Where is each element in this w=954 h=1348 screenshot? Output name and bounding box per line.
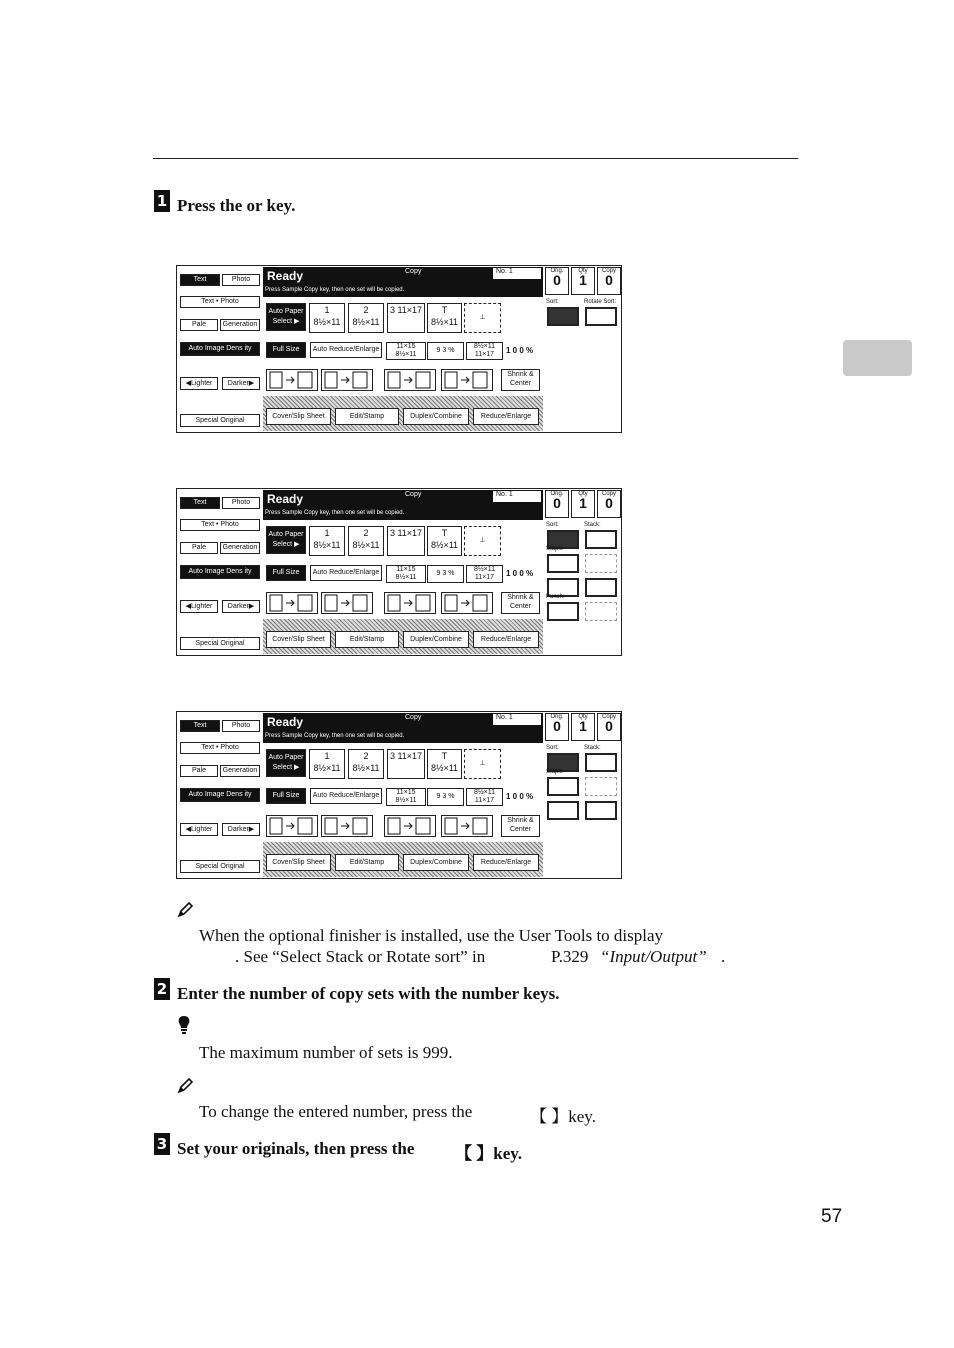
original-orientation-button-1 bbox=[266, 592, 318, 614]
ratio-2-button: 9 3 % bbox=[427, 565, 464, 583]
finisher-option-4 bbox=[585, 777, 617, 796]
job-number: No. 1 bbox=[493, 268, 541, 279]
ratio-2-button: 9 3 % bbox=[427, 342, 464, 360]
chapter-tab bbox=[843, 340, 912, 376]
finisher-option-1 bbox=[547, 307, 579, 326]
limitation-text: The maximum number of sets is 999. bbox=[199, 1043, 453, 1062]
darker-button: Darker▶ bbox=[222, 377, 260, 390]
auto-density-button: Auto Image Dens ity bbox=[180, 788, 260, 802]
tray-1-button: 1 8½×11 bbox=[309, 303, 345, 333]
darker-button: Darker▶ bbox=[222, 823, 260, 836]
finisher-option-2 bbox=[585, 753, 617, 772]
pale-mode-button: Pale bbox=[180, 765, 218, 777]
edit-stamp-tab: Edit/Stamp bbox=[335, 631, 399, 648]
tray-3-button: 3 11×17 bbox=[387, 526, 425, 556]
ready-status: Ready bbox=[267, 492, 304, 506]
copier-panel-1 bbox=[176, 265, 622, 433]
copy-counter bbox=[597, 490, 621, 518]
photo-mode-button: Photo bbox=[222, 720, 260, 732]
punch-label: Punch: bbox=[546, 594, 565, 600]
status-message: Press Sample Copy key, then one set will be copied. bbox=[265, 733, 405, 739]
status-message: Press Sample Copy key, then one set will be copied. bbox=[265, 510, 405, 516]
shrink-center-button: Shrink & Center bbox=[501, 369, 540, 391]
note-1-section-ref: “Input/Output” bbox=[600, 947, 707, 966]
finisher-label-2: Stack: bbox=[584, 745, 601, 751]
sort-label: Sort: bbox=[546, 745, 559, 751]
original-orientation-button-3 bbox=[384, 815, 436, 837]
quantity-counter-value: 1 bbox=[579, 718, 587, 734]
copy-counter bbox=[597, 267, 621, 295]
note-1-line-1: When the optional finisher is installed, use the User Tools to display bbox=[199, 926, 664, 945]
percent-display: 1 0 0 % bbox=[506, 346, 534, 355]
staple-label: Staple bbox=[546, 546, 564, 552]
cover-slip-sheet-tab: Cover/Slip Sheet bbox=[266, 631, 331, 648]
auto-density-button: Auto Image Dens ity bbox=[180, 342, 260, 356]
copy-label: Copy bbox=[405, 491, 422, 498]
copy-counter-value: 0 bbox=[605, 272, 613, 288]
step-3-key: 【 】key. bbox=[455, 1144, 523, 1163]
copy-counter bbox=[597, 713, 621, 741]
original-orientation-button-3 bbox=[384, 369, 436, 391]
original-orientation-button-4 bbox=[441, 369, 493, 391]
step-3-number: 3 bbox=[154, 1133, 170, 1155]
original-counter bbox=[545, 713, 569, 741]
original-orientation-button-4 bbox=[441, 592, 493, 614]
duplex-combine-tab: Duplex/Combine bbox=[403, 408, 469, 425]
special-original-button: Special Original bbox=[180, 414, 260, 427]
finisher-option-6 bbox=[585, 578, 617, 597]
copy-label: Copy bbox=[405, 714, 422, 721]
tray-2-button: 2 8½×11 bbox=[348, 303, 384, 333]
lighter-button: ◀Lighter bbox=[180, 823, 218, 836]
quantity-counter-value: 1 bbox=[579, 495, 587, 511]
original-counter-label: Orig. bbox=[550, 491, 564, 497]
auto-reduce-enlarge-button: Auto Reduce/Enlarge bbox=[310, 565, 382, 581]
tray-1-button: 1 8½×11 bbox=[309, 749, 345, 779]
photo-mode-button: Photo bbox=[222, 274, 260, 286]
note-1-period: . bbox=[721, 947, 726, 966]
special-original-button: Special Original bbox=[180, 637, 260, 650]
darker-button: Darker▶ bbox=[222, 600, 260, 613]
generation-mode-button: Generation bbox=[220, 319, 260, 331]
original-orientation-button-2 bbox=[321, 592, 373, 614]
auto-reduce-enlarge-button: Auto Reduce/Enlarge bbox=[310, 788, 382, 804]
limitation-bulb-icon bbox=[177, 1015, 191, 1035]
auto-paper-select-button: Auto Paper Select ▶ bbox=[266, 749, 306, 777]
reduce-enlarge-tab: Reduce/Enlarge bbox=[473, 408, 539, 425]
finisher-label-2: Stack: bbox=[584, 522, 601, 528]
shrink-center-button: Shrink & Center bbox=[501, 592, 540, 614]
note-2-key: 【 】key. bbox=[530, 1107, 596, 1126]
ratio-2-button: 9 3 % bbox=[427, 788, 464, 806]
finisher-option-6 bbox=[585, 801, 617, 820]
step-3-text: Set your originals, then press the bbox=[177, 1139, 415, 1158]
shrink-center-button: Shrink & Center bbox=[501, 815, 540, 837]
note-pencil-icon-2 bbox=[176, 1077, 194, 1095]
generation-mode-button: Generation bbox=[220, 765, 260, 777]
finisher-label-2: Rotate Sort: bbox=[584, 299, 617, 305]
step-1-text: Press the or key. bbox=[177, 196, 296, 215]
quantity-counter-label: Qty bbox=[578, 491, 588, 497]
lighter-button: ◀Lighter bbox=[180, 600, 218, 613]
edit-stamp-tab: Edit/Stamp bbox=[335, 408, 399, 425]
bypass-tray-button: ⊥ bbox=[464, 749, 501, 779]
quantity-counter-value: 1 bbox=[579, 272, 587, 288]
tray-3-button: 3 11×17 bbox=[387, 749, 425, 779]
edit-stamp-tab: Edit/Stamp bbox=[335, 854, 399, 871]
note-1-page-ref: P.329 bbox=[551, 947, 589, 966]
special-original-button: Special Original bbox=[180, 860, 260, 873]
original-counter-label: Orig. bbox=[550, 714, 564, 720]
text-mode-button: Text bbox=[180, 274, 220, 286]
duplex-combine-tab: Duplex/Combine bbox=[403, 631, 469, 648]
step-2-text: Enter the number of copy sets with the number keys. bbox=[177, 984, 560, 1003]
tray-2-button: 2 8½×11 bbox=[348, 526, 384, 556]
cover-slip-sheet-tab: Cover/Slip Sheet bbox=[266, 854, 331, 871]
tray-4-button: T 8½×11 bbox=[427, 526, 462, 556]
bypass-tray-button: ⊥ bbox=[464, 303, 501, 333]
copy-counter-label: Copy bbox=[601, 491, 616, 497]
original-orientation-button-4 bbox=[441, 815, 493, 837]
staple-label: Staple bbox=[546, 769, 564, 775]
original-orientation-button-1 bbox=[266, 369, 318, 391]
tray-3-button: 3 11×17 bbox=[387, 303, 425, 333]
status-message: Press Sample Copy key, then one set will be copied. bbox=[265, 287, 405, 293]
note-2-text: To change the entered number, press the bbox=[199, 1102, 473, 1121]
cover-slip-sheet-tab: Cover/Slip Sheet bbox=[266, 408, 331, 425]
finisher-option-8 bbox=[585, 602, 617, 621]
original-orientation-button-1 bbox=[266, 815, 318, 837]
copy-label: Copy bbox=[405, 268, 422, 275]
quantity-counter-label: Qty bbox=[578, 268, 588, 274]
original-counter-label: Orig. bbox=[550, 268, 564, 274]
original-counter-value: 0 bbox=[553, 718, 561, 734]
page-number: 57 bbox=[821, 1206, 843, 1227]
job-number: No. 1 bbox=[493, 491, 541, 502]
generation-mode-button: Generation bbox=[220, 542, 260, 554]
finisher-option-5 bbox=[547, 801, 579, 820]
finisher-option-2 bbox=[585, 307, 617, 326]
ratio-1-button: 11×15 8½×11 bbox=[386, 342, 426, 360]
percent-display: 1 0 0 % bbox=[506, 792, 534, 801]
quantity-counter bbox=[571, 490, 595, 518]
text-photo-mode-button: Text • Photo bbox=[180, 742, 260, 754]
tray-2-button: 2 8½×11 bbox=[348, 749, 384, 779]
reduce-enlarge-tab: Reduce/Enlarge bbox=[473, 854, 539, 871]
sort-label: Sort: bbox=[546, 299, 559, 305]
tray-4-button: T 8½×11 bbox=[427, 749, 462, 779]
header-rule bbox=[153, 158, 798, 159]
ratio-3-button: 8½×11 11×17 bbox=[466, 565, 503, 583]
reduce-enlarge-tab: Reduce/Enlarge bbox=[473, 631, 539, 648]
text-photo-mode-button: Text • Photo bbox=[180, 296, 260, 308]
original-counter bbox=[545, 490, 569, 518]
percent-display: 1 0 0 % bbox=[506, 569, 534, 578]
note-1-line-2a: . See “Select Stack or Rotate sort” in bbox=[235, 947, 486, 966]
original-counter bbox=[545, 267, 569, 295]
sort-label: Sort: bbox=[546, 522, 559, 528]
finisher-option-3 bbox=[547, 554, 579, 573]
copier-panel-2 bbox=[176, 488, 622, 656]
auto-density-button: Auto Image Dens ity bbox=[180, 565, 260, 579]
pale-mode-button: Pale bbox=[180, 542, 218, 554]
bypass-tray-button: ⊥ bbox=[464, 526, 501, 556]
quantity-counter bbox=[571, 267, 595, 295]
text-photo-mode-button: Text • Photo bbox=[180, 519, 260, 531]
quantity-counter-label: Qty bbox=[578, 714, 588, 720]
job-number: No. 1 bbox=[493, 714, 541, 725]
auto-paper-select-button: Auto Paper Select ▶ bbox=[266, 526, 306, 554]
pale-mode-button: Pale bbox=[180, 319, 218, 331]
original-counter-value: 0 bbox=[553, 495, 561, 511]
copy-counter-label: Copy bbox=[601, 268, 616, 274]
ratio-1-button: 11×15 8½×11 bbox=[386, 565, 426, 583]
copy-counter-value: 0 bbox=[605, 718, 613, 734]
original-orientation-button-3 bbox=[384, 592, 436, 614]
copy-counter-label: Copy bbox=[601, 714, 616, 720]
note-pencil-icon bbox=[176, 901, 194, 919]
quantity-counter bbox=[571, 713, 595, 741]
original-counter-value: 0 bbox=[553, 272, 561, 288]
tray-1-button: 1 8½×11 bbox=[309, 526, 345, 556]
copier-panel-3 bbox=[176, 711, 622, 879]
ratio-3-button: 8½×11 11×17 bbox=[466, 788, 503, 806]
original-orientation-button-2 bbox=[321, 815, 373, 837]
finisher-option-7 bbox=[547, 602, 579, 621]
finisher-option-3 bbox=[547, 777, 579, 796]
original-orientation-button-2 bbox=[321, 369, 373, 391]
full-size-button: Full Size bbox=[266, 565, 306, 581]
photo-mode-button: Photo bbox=[222, 497, 260, 509]
ready-status: Ready bbox=[267, 269, 304, 283]
tray-4-button: T 8½×11 bbox=[427, 303, 462, 333]
text-mode-button: Text bbox=[180, 497, 220, 509]
ready-status: Ready bbox=[267, 715, 304, 729]
copy-counter-value: 0 bbox=[605, 495, 613, 511]
finisher-option-4 bbox=[585, 554, 617, 573]
step-1-number: 1 bbox=[154, 190, 170, 212]
text-mode-button: Text bbox=[180, 720, 220, 732]
finisher-option-2 bbox=[585, 530, 617, 549]
step-2-number: 2 bbox=[154, 978, 170, 1000]
auto-reduce-enlarge-button: Auto Reduce/Enlarge bbox=[310, 342, 382, 358]
full-size-button: Full Size bbox=[266, 342, 306, 358]
duplex-combine-tab: Duplex/Combine bbox=[403, 854, 469, 871]
auto-paper-select-button: Auto Paper Select ▶ bbox=[266, 303, 306, 331]
full-size-button: Full Size bbox=[266, 788, 306, 804]
lighter-button: ◀Lighter bbox=[180, 377, 218, 390]
ratio-1-button: 11×15 8½×11 bbox=[386, 788, 426, 806]
ratio-3-button: 8½×11 11×17 bbox=[466, 342, 503, 360]
